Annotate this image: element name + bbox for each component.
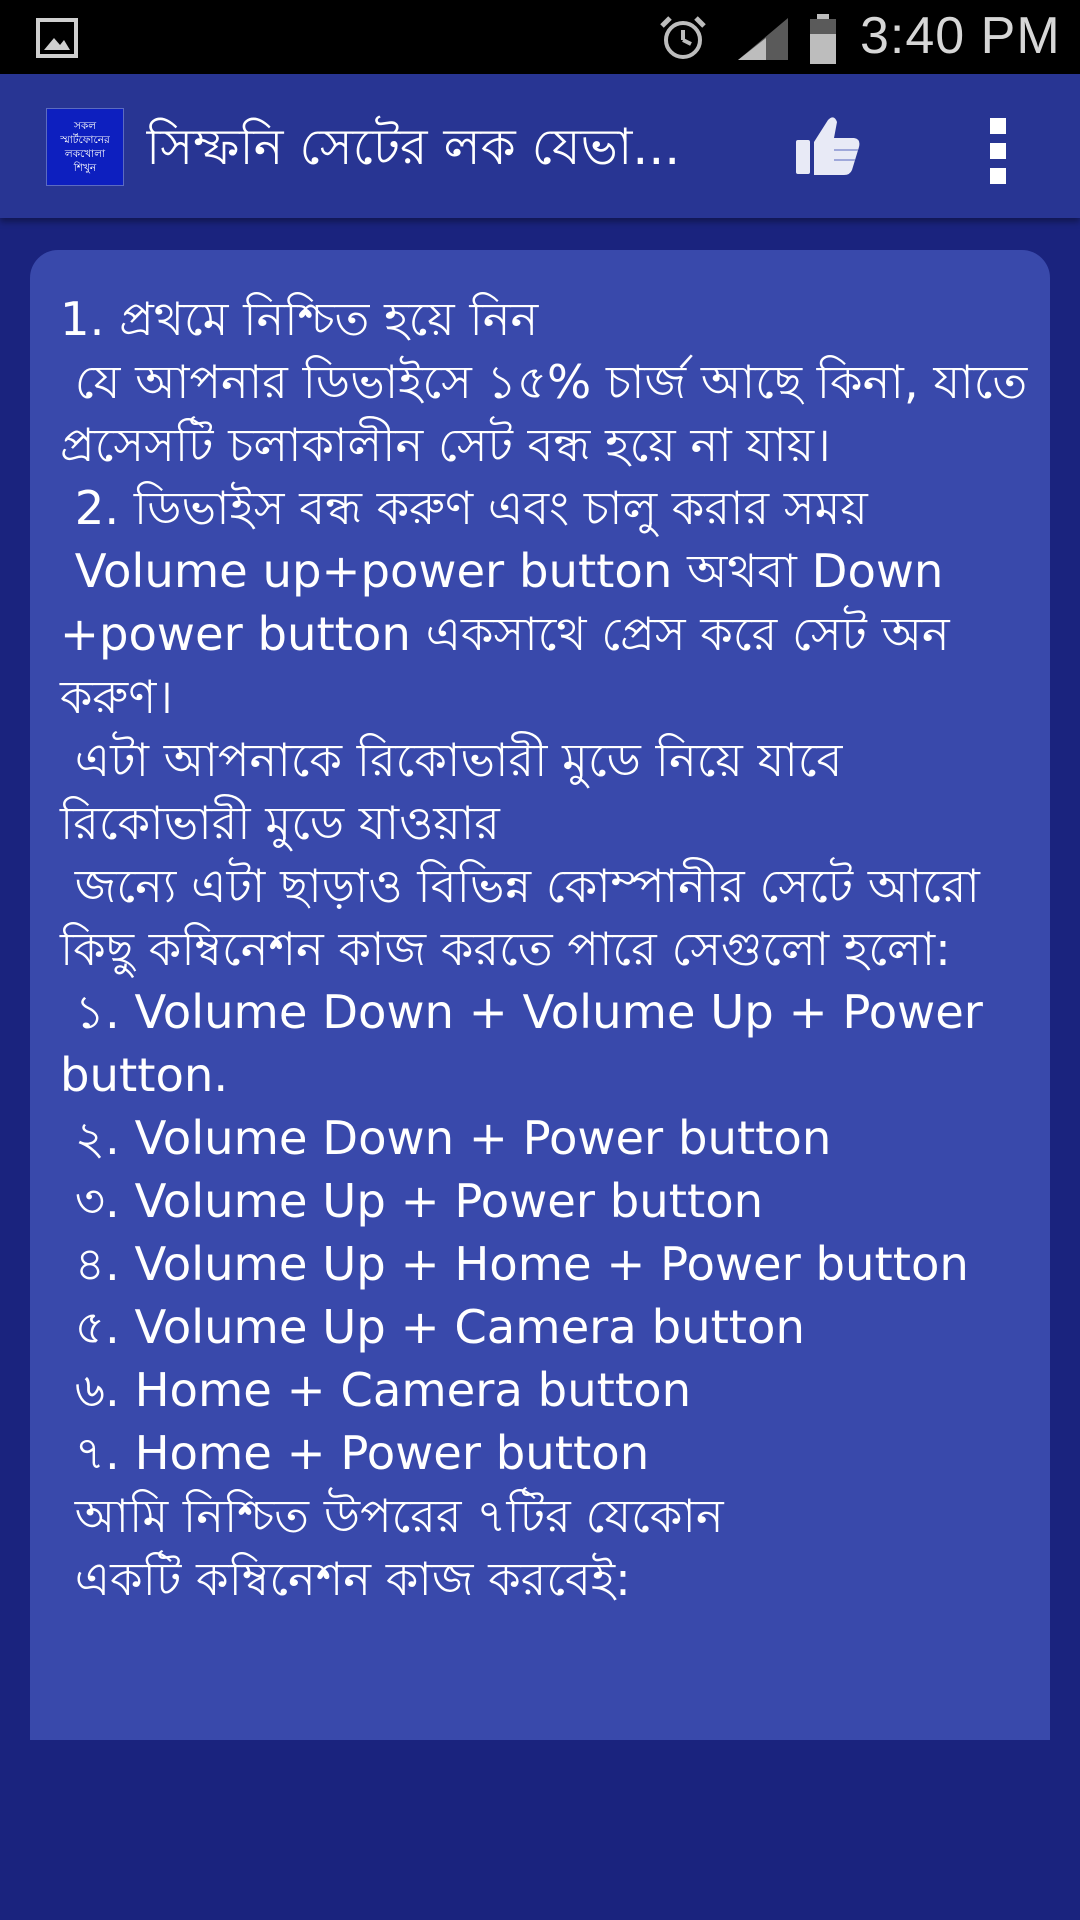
overflow-menu-button[interactable] xyxy=(982,116,1014,186)
signal-icon xyxy=(736,16,790,66)
content-card[interactable] xyxy=(30,250,1050,1740)
status-clock: 3:40 PM xyxy=(860,7,1061,65)
bottom-area xyxy=(0,1740,1080,1920)
app-bar xyxy=(0,74,1080,218)
app-logo-line: শিখুন xyxy=(73,162,97,174)
page-title: সিম্ফনি সেটের লক যেভা... xyxy=(146,118,681,176)
instructions-text: 1. প্রথমে নিশ্চিত হয়ে নিন যে আপনার ডিভাইসে ১৫% চার্জ আছে কিনা, যাতে প্রসেসটি চলাকালীন সেট বন্ধ হয়ে না যায়। 2. ডিভাইস বন্ধ করুণ এবং চালু করার সময় Volume up+power button অথবা Down +power button একসাথে প্রেস করে সেট অন করুণ। এটা আপনাকে রিকোভারী মুডে নিয়ে যাবে রিকোভারী মুডে যাওয়ার জন্যে এটা ছাড়াও বিভিন্ন কোম্পানীর সেটে আরো কিছু কম্বিনেশন কাজ করতে পারে সেগুলো হলো: ১. Volume Down + Volume Up + Power button. ২. Volume Down + Power button ৩. Volume Up + Power button ৪. Volume Up + Home + Power button ৫. Volume Up + Camera button ৬. Home + Camera button ৭. Home + Power button আমি নিশ্চিত উপরের ৭টির যেকোন একটি কম্বিনেশন কাজ করবেই: xyxy=(60,292,1028,1606)
app-logo xyxy=(46,108,124,186)
alarm-icon xyxy=(656,14,710,66)
app-logo-line: লকখোলা xyxy=(64,148,106,160)
app-logo-line: সকল xyxy=(73,120,97,132)
app-logo-line: স্মার্টফোনের xyxy=(60,134,110,146)
overflow-menu-icon xyxy=(982,171,1014,190)
status-bar xyxy=(0,0,1080,74)
thumbs-up-icon xyxy=(794,163,862,182)
gallery-notification-icon xyxy=(36,18,78,62)
like-button[interactable] xyxy=(794,114,862,178)
battery-icon xyxy=(808,14,838,70)
